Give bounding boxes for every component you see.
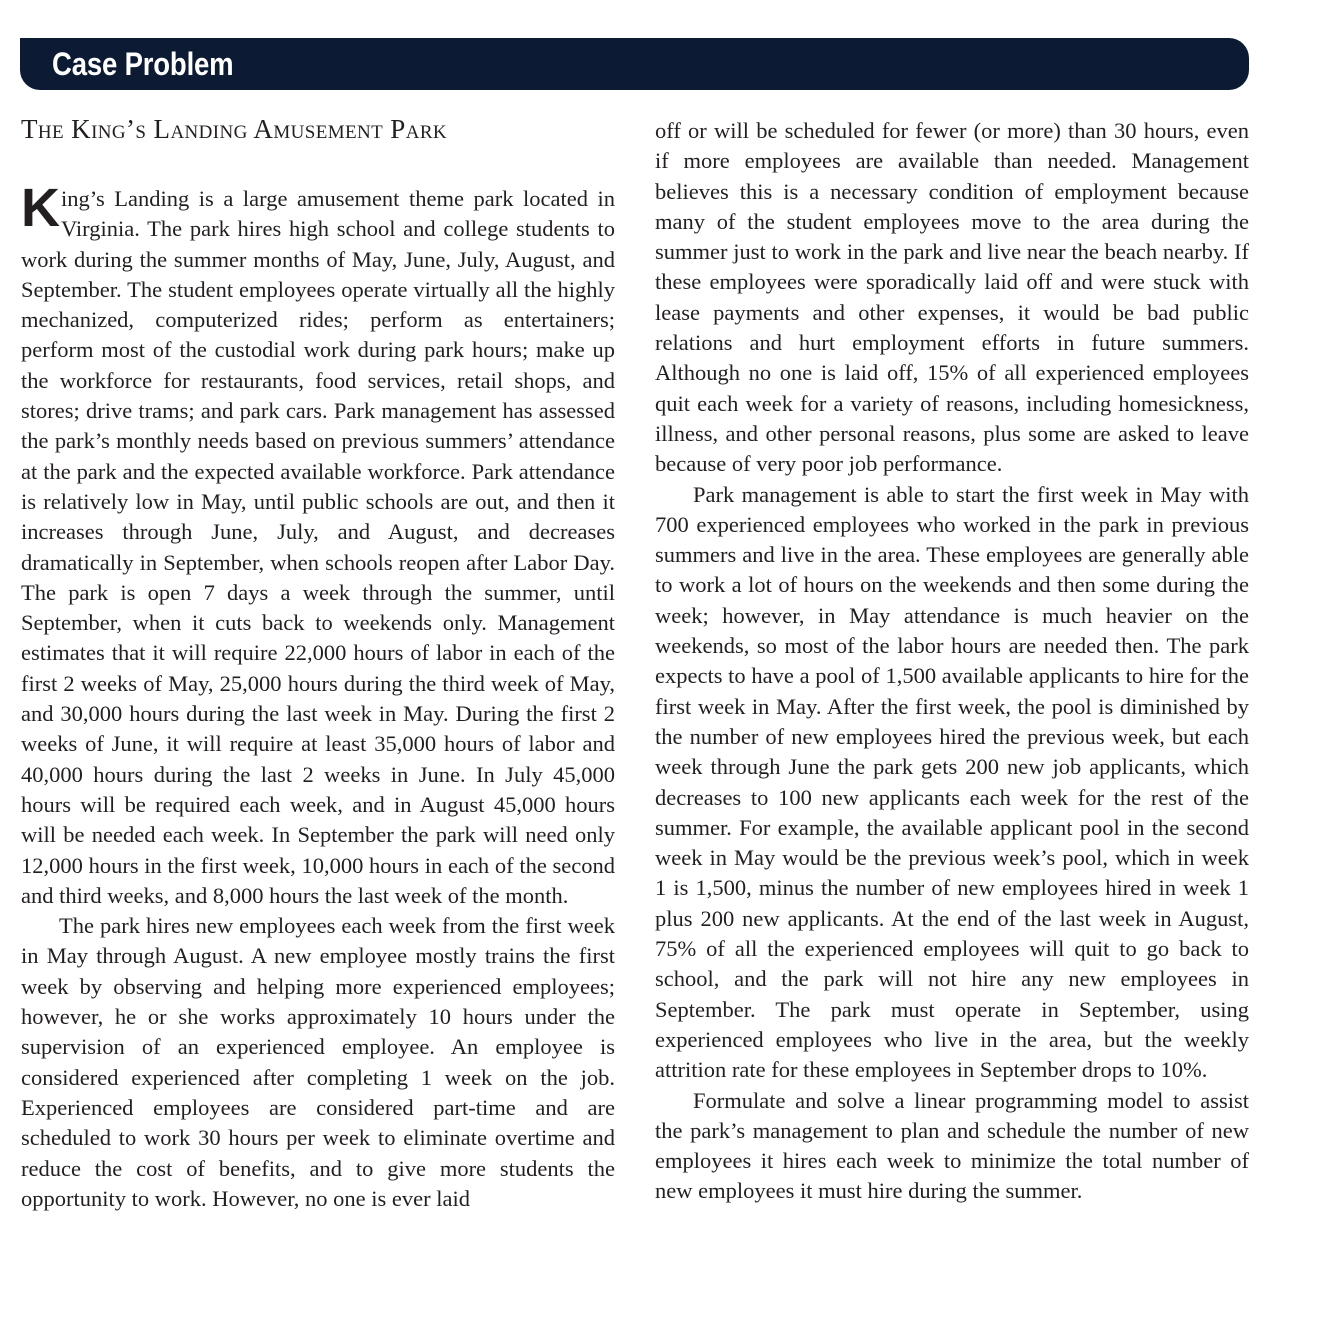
paragraph-4: Formulate and solve a linear programming model to assist the park’s management to plan and schedule the number of new employees it hires each week to minimize the total number of new employees it must hire during the summer. — [655, 1087, 1249, 1204]
left-column — [21, 112, 615, 1214]
drop-cap: K — [21, 178, 60, 238]
case-problem-banner — [20, 38, 1249, 90]
paragraph-2-end: off or will be scheduled for fewer (or more) than 30 hours, even if more employees are available than needed. Management believes this is a necessary condition of employment because many of the student employees move to the area during the summer just to work in the park and live near the beach nearby. If these employees were sporadically laid off and were stuck with lease payments and other expenses, it would be bad public relations and hurt employment efforts in future summers. Although no one is laid off, 15% of all experienced employees quit each week for a variety of reasons, including homesickness, illness, and other personal reasons, plus some are asked to leave because of very poor job performance. — [655, 118, 1249, 477]
paragraph-1 — [21, 178, 615, 911]
paragraph-1-text: ing’s Landing is a large amusement theme park located in Virginia. The park hires high school and college students to work during the summer months of May, June, July, August, and September. The student employees operate virtually all the highly mechanized, computerized rides; perform as entertainers; perform most of the custodial work during park hours; make up the workforce for restaurants, food services, retail shops, and stores; drive trams; and park cars. Park management has assessed the park’s monthly needs based on previous summers’ attendance at the park and the expected available workforce. Park attendance is relatively low in May, until public schools are out, and then it increases through June, July, and August, and decreases dramatically in September, when schools reopen after Labor Day. The park is open 7 days a week through the summer, until September, when it cuts back to weekends only. Management estimates that it will require 22,000 hours of labor in each of the first 2 weeks of May, 25,000 hours during the third week of May, and 30,000 hours during the last week in May. During the first 2 weeks of June, it will require at least 35,000 hours of labor and 40,000 hours during the last 2 weeks in June. In July 45,000 hours will be required each week, and in August 45,000 hours will be needed each week. In September the park will need only 12,000 hours in the first week, 10,000 hours in each of the second and third weeks, and 8,000 hours the last week of the month. — [21, 186, 615, 908]
paragraph-2-start: The park hires new employees each week from the first week in May through August. A new employee mostly trains the first week by observing and helping more experienced employees; however, he or she works approximately 10 hours under the supervision of an experienced employee. An employee is considered experienced after completing 1 week on the job. Experienced employees are considered part-time and are scheduled to work 30 hours per week to eliminate overtime and reduce the cost of benefits, and to give more students the opportunity to work. However, no one is ever laid — [21, 913, 615, 1211]
banner-title: Case Problem — [52, 46, 234, 82]
paragraph-3: Park management is able to start the first week in May with 700 experienced employees who worked in the park in previous summers and live in the area. These employees are generally able to work a lot of hours on the weekends and then some during the week; however, in May attendance is much heavier on the weekends, so most of the labor hours are needed then. The park expects to have a pool of 1,500 available applicants to hire for the first week in May. After the first week, the pool is diminished by the number of new employees hired the previous week, but each week through June the park gets 200 new job applicants, which decreases to 100 new applicants each week for the rest of the summer. For example, the available applicant pool in the second week in May would be the previous week’s pool, which in week 1 is 1,500, minus the number of new employees hired in week 1 plus 200 new applicants. At the end of the last week in August, 75% of all the experienced employees will quit to go back to school, and the park will not hire any new employees in September. The park must operate in September, using experienced employees who live in the area, but the weekly attrition rate for these employees in September drops to 10%. — [655, 481, 1249, 1083]
right-column — [655, 116, 1249, 1207]
case-title: The King’s Landing Amusement Park — [21, 114, 448, 144]
